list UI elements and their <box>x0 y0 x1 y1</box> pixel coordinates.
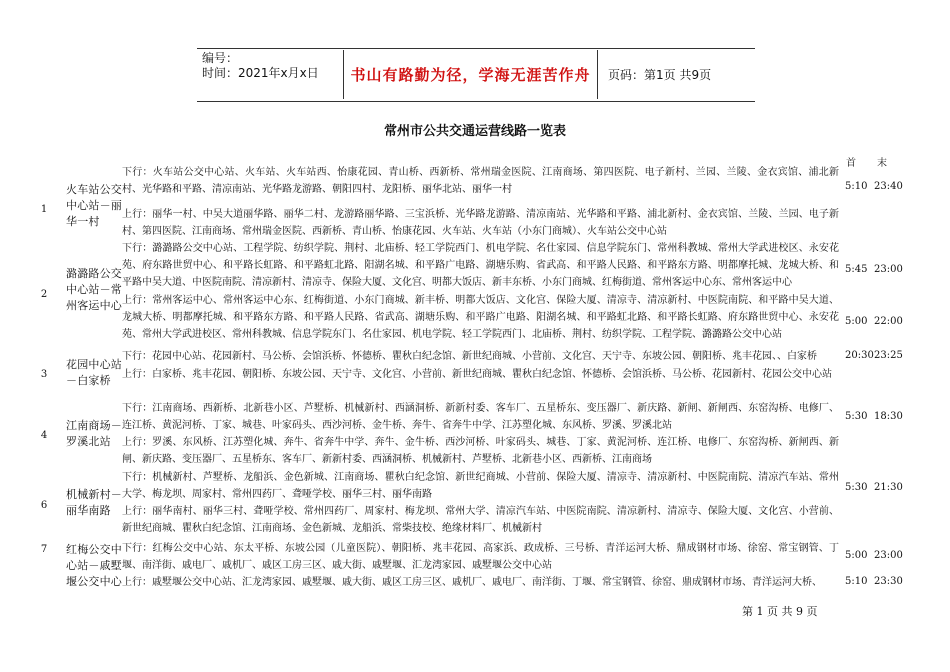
page-footer: 第 1 页 共 9 页 <box>742 605 818 618</box>
route-down-last: 23:00 <box>874 550 903 561</box>
route-down-stops: 下行：火车站公交中心站、火车站、火车站西、怡康花园、青山桥、西新桥、常州瑞金医院、江南商场、第四医院、电子新村、兰园、兰陵、金衣宾馆、浦北新村、光华路和平路、清凉南站、光华路龙游路、朝阳四村、龙阳桥、丽华北站、丽华一村 <box>122 167 839 195</box>
route-down-stops: 下行：江南商场、西新桥、北新巷小区、芦墅桥、机械新村、西涵洞桥、新新村委、客车厂、五星桥东、变压器厂、新庆路、新闸、新闸西、东窑沟桥、电修厂、连江桥、黄泥河桥、丁家、城巷、叶家码头、西沙河桥、金牛桥、奔牛、省奔牛中学、江苏塑化城、东风桥、罗溪、罗溪北站 <box>122 403 839 431</box>
route-down-stops: 下行：花园中心站、花园新村、马公桥、会馆浜桥、怀德桥、瞿秋白纪念馆、新世纪商城、小营前、文化宫、天宁寺、东坡公园、朝阳桥、兆丰花园、、白家桥 <box>122 351 817 362</box>
route-up-first: 5:10 <box>845 576 868 587</box>
route-number: 3 <box>40 369 48 380</box>
route-down-first: 5:00 <box>845 550 868 561</box>
route-up-stops: 上行：罗溪、东风桥、江苏塑化城、奔牛、省奔牛中学、奔牛、金牛桥、西沙河桥、叶家码头、城巷、丁家、黄泥河桥、连江桥、电修厂、东窑沟桥、新闸西、新闸、新庆路、变压器厂、五星桥东、客车厂、新新村委、西涵洞桥、机械新村、芦墅桥、北新巷小区、西新桥、江南商场 <box>122 437 839 465</box>
route-up-stops: 上行：常州客运中心、常州客运中心东、红梅街道、小东门商城、新丰桥、明都大饭店、文化宫、保险大厦、清凉寺、清凉新村、中医院南院、和平路中吴大道、龙城大桥、明都摩托城、和平路东方路、和平路人民路、省武高、湖塘乐购、和平路广电路、阳湖名城、和平路虹北路、和平路长虹路、府东路世贸中心、永安花苑、常州大学武进校区、常州科教城、信息学院东门、名仕家园、机电学院、轻工学院西门、北庙桥、荆村、纺织学院、工程学院、潞潞路公交中心站 <box>122 295 839 340</box>
route-down-stops: 下行：红梅公交中心站、东太平桥、东坡公园（儿童医院）、朝阳桥、兆丰花园、高家浜、政成桥、三号桥、青洋运河大桥、鼎成钢材市场、徐窑、常宝钢管、丁堰、南洋街、戚电厂、戚机厂、戚区工房三区、戚大街、戚墅堰、汇龙湾家园、戚墅堰公交中心站 <box>122 543 839 571</box>
header-page-info: 页码：第1页 共9页 <box>608 68 712 82</box>
route-name: 火车站公交中心站－丽华一村 <box>66 183 122 228</box>
page-title: 常州市公共交通运营线路一览表 <box>383 124 566 139</box>
header-motto: 书山有路勤为径，学海无涯苦作舟 <box>343 50 598 99</box>
column-last-bus: 末 <box>877 158 887 169</box>
route-name: 江南商场－罗溪北站 <box>66 419 122 448</box>
route-number: 7 <box>40 544 48 555</box>
route-name: 潞潞路公交中心站－常州客运中心 <box>66 267 122 312</box>
route-down-stops: 下行：潞潞路公交中心站、工程学院、纺织学院、荆村、北庙桥、轻工学院西门、机电学院、名仕家园、信息学院东门、常州科教城、常州大学武进校区、永安花苑、府东路世贸中心、和平路长虹路、和平路虹北路、阳湖名城、和平路广电路、湖塘乐购、省武高、和平路人民路、和平路东方路、明都摩托城、龙城大桥、和平路中吴大道、中医院南院、清凉新村、清凉寺、保险大厦、文化宫、明都大饭店、新丰东桥、小东门商城、红梅街道、常州客运中心东、常州客运中心 <box>122 243 839 288</box>
route-up-last: 22:00 <box>874 316 903 327</box>
route-up-stops: 上行：白家桥、兆丰花园、朝阳桥、东坡公园、天宁寺、文化宫、小营前、新世纪商城、瞿秋白纪念馆、怀德桥、会馆浜桥、马公桥、花园新村、花园公交中心站 <box>122 369 832 380</box>
route-up-last: 23:30 <box>874 576 903 587</box>
document-date: 时间：2021年x月x日 <box>202 66 319 80</box>
route-down-last: 23:25 <box>874 350 903 361</box>
route-up-first: 5:00 <box>845 316 868 327</box>
route-down-first: 5:45 <box>845 264 868 275</box>
route-down-first: 5:10 <box>845 181 868 192</box>
route-up-stops: 上行：戚墅堰公交中心站、汇龙湾家园、戚墅堰、戚大街、戚区工房三区、戚机厂、戚电厂、南洋街、丁堰、常宝钢管、徐窑、鼎成钢材市场、青洋运河大桥、 <box>122 577 822 588</box>
route-down-last: 18:30 <box>874 411 903 422</box>
route-down-first: 5:30 <box>845 411 868 422</box>
route-down-stops: 下行：机械新村、芦墅桥、龙船浜、金色新城、江南商场、瞿秋白纪念馆、新世纪商城、小营前、保险大厦、清凉寺、清凉新村、中医院南院、清凉汽车站、常州大学、梅龙坝、周家村、常州四药厂、聋哑学校、丽华三村、丽华南路 <box>122 472 839 500</box>
route-down-last: 23:00 <box>874 264 903 275</box>
document-number-label: 编号： <box>202 51 239 65</box>
route-number: 2 <box>40 289 48 300</box>
route-down-last: 21:30 <box>874 482 903 493</box>
route-down-first: 20:30 <box>845 350 874 361</box>
route-number: 1 <box>40 204 48 215</box>
route-up-stops: 上行：丽华一村、中吴大道丽华路、丽华二村、龙游路丽华路、三宝浜桥、光华路龙游路、清凉南站、光华路和平路、浦北新村、金衣宾馆、兰陵、兰园、电子新村、第四医院、江南商场、常州瑞金医院、西新桥、青山桥、怡康花园、火车站、火车站（小东门商城）、火车站公交中心站 <box>122 209 839 237</box>
route-up-stops: 上行：丽华南村、丽华三村、聋哑学校、常州四药厂、周家村、梅龙坝、常州大学、清凉汽车站、中医院南院、清凉新村、清凉寺、保险大厦、文化宫、小营前、新世纪商城、瞿秋白纪念馆、江南商场、金色新城、龙船浜、常柴技校、绝缘材料厂、机械新村 <box>122 506 839 534</box>
route-down-last: 23:40 <box>874 181 903 192</box>
route-name: 机械新村－丽华南路 <box>66 488 122 517</box>
route-name: 红梅公交中心站－戚墅堰公交中心 <box>66 543 122 588</box>
route-number: 6 <box>40 500 48 511</box>
route-name: 花园中心站－白家桥 <box>66 358 122 387</box>
route-number: 4 <box>40 430 48 441</box>
route-down-first: 5:30 <box>845 482 868 493</box>
column-first-bus: 首 <box>846 158 856 169</box>
